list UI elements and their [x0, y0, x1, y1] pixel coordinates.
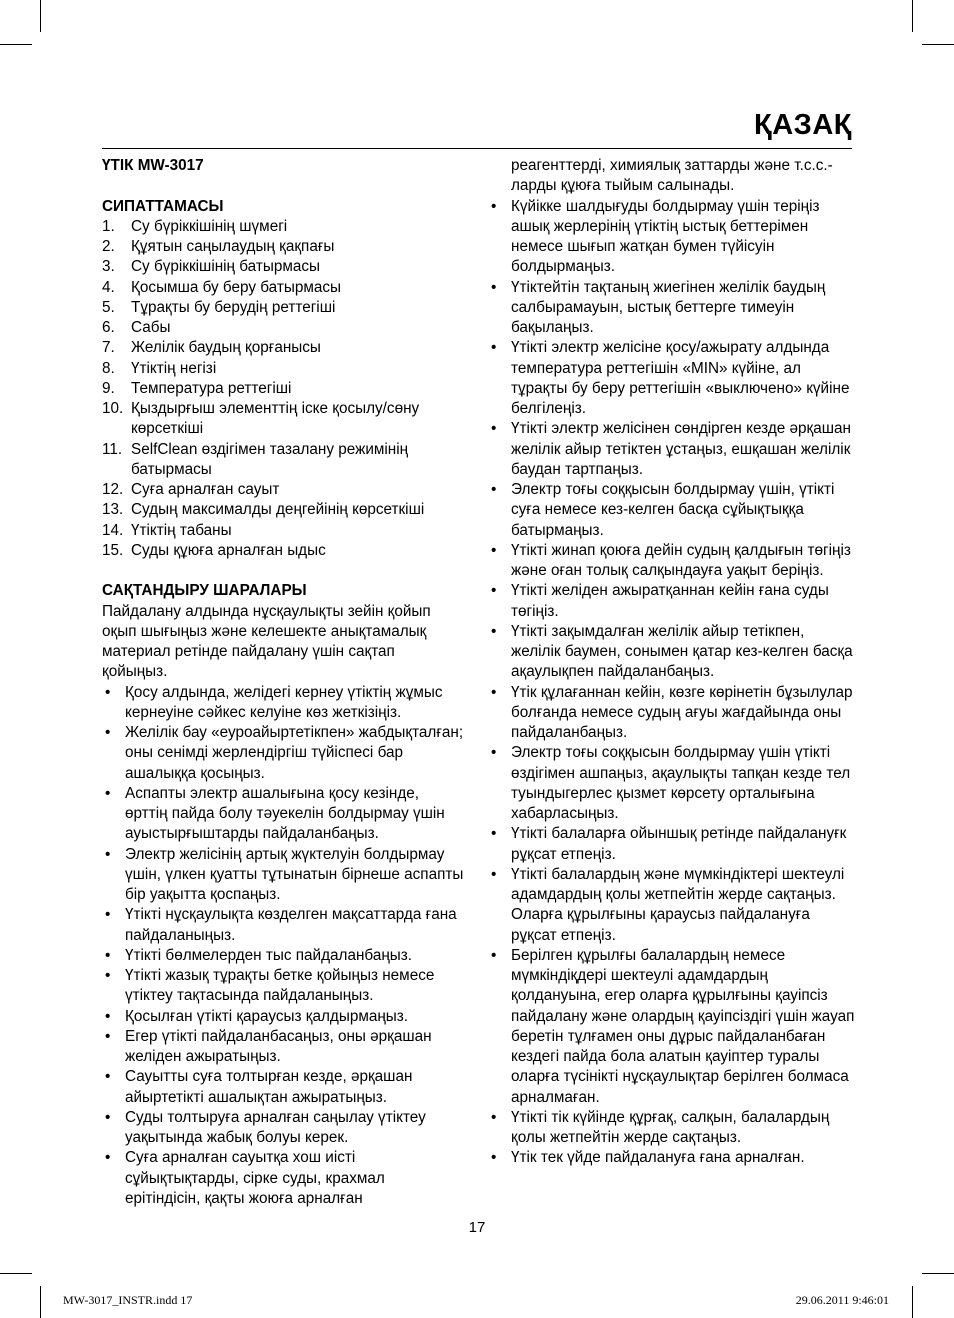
safety-list-left	[102, 683, 464, 1210]
description-heading: СИПАТТАМАСЫ	[102, 197, 224, 215]
language-title: ҚАЗАҚ	[754, 109, 852, 141]
bullet-icon: •	[105, 724, 111, 741]
safety-item	[488, 824, 856, 865]
safety-item-text: Үтікті балалардың және мүмкіндіктері шектеулі адамдардың қолы жетпейтін жерде сақтаңыз. Оларға құрылғыны қараусыз пайдалануға рұқсат етпеңіз.	[511, 865, 845, 944]
crop-mark	[0, 44, 32, 45]
bullet-icon: •	[491, 582, 497, 600]
item-text: Суға арналған сауыт	[131, 481, 280, 498]
crop-mark	[912, 0, 913, 32]
description-item	[102, 237, 464, 257]
safety-item-text: Үтік тек үйде пайдалануға ғана арналған.	[511, 1149, 805, 1167]
item-text: Сабы	[131, 319, 171, 336]
safety-item-text: Үтікті бөлмелерден тыс пайдаланбаңыз.	[125, 946, 413, 964]
bullet-icon: •	[491, 1108, 497, 1126]
bullet-icon: •	[105, 1068, 111, 1086]
item-text: Үтіктің табаны	[131, 521, 232, 539]
safety-item-text: Электр тоғы соққысын болдырмау үшін үтікті өздігімен ашпаңыз, ақаулықты тапқан кезде тел туындыгерлес қызмет көрсету орталығына хабарласыңыз.	[511, 744, 851, 822]
safety-item-text: Үтікті тік күйінде құрғақ, салқын, балалардың қолы жетпейтін жерде сақтаңыз.	[511, 1108, 830, 1146]
safety-item-text: Үтікті жазық тұрақты бетке қойыңыз немесе үтіктеу тақтасында пайдаланыңыз.	[125, 967, 435, 1005]
item-number: 15.	[102, 541, 124, 559]
safety-item	[102, 1108, 464, 1149]
safety-item	[488, 480, 856, 541]
header-rule	[102, 148, 852, 149]
page-number: 17	[468, 1219, 486, 1236]
safety-item	[488, 278, 856, 339]
safety-item	[102, 905, 464, 946]
bullet-icon: •	[491, 825, 497, 843]
bullet-icon: •	[491, 744, 497, 762]
safety-item-text: Суға арналған сауытқа хош иісті сұйықтықтарды, сірке суды, крахмал ерітіндісін, қақты жоюға арналған	[125, 1149, 385, 1207]
bullet-icon: •	[105, 946, 111, 964]
item-text: Тұрақты бу берудің реттегіші	[131, 298, 336, 316]
safety-item	[102, 683, 464, 724]
safety-list-right	[488, 197, 856, 1169]
bullet-icon: •	[105, 967, 111, 984]
safety-item	[488, 865, 856, 946]
safety-item	[488, 1108, 856, 1149]
bullet-icon: •	[491, 420, 497, 438]
bullet-icon: •	[491, 339, 497, 357]
bullet-icon: •	[491, 622, 497, 640]
bullet-icon: •	[105, 683, 111, 701]
description-item	[102, 217, 464, 237]
product-title: ҮТІК MW-3017	[102, 157, 204, 174]
description-item	[102, 298, 464, 318]
safety-heading: САҚТАНДЫРУ ШАРАЛАРЫ	[102, 582, 307, 600]
safety-item-text: Қосу алдында, желідегі кернеу үтіктің жұмыс кернеуіне сәйкес келуіне көз жеткізіңіз.	[125, 683, 443, 721]
safety-item	[102, 845, 464, 906]
description-item	[102, 521, 464, 541]
item-text: Суды құюға арналған ыдыс	[131, 541, 326, 559]
item-number: 3.	[102, 258, 115, 276]
crop-mark	[912, 1286, 913, 1318]
footer-timestamp: 29.06.2011 9:46:01	[795, 1293, 889, 1307]
safety-item	[102, 966, 464, 1007]
safety-item	[102, 1067, 464, 1108]
description-item	[102, 257, 464, 277]
description-item	[102, 440, 464, 481]
safety-item	[488, 1148, 856, 1168]
safety-item-text: Желілік бау «еуроайыртетікпен» жабдықталған; оны сенімді жерлендіргіш түйіспесі бар ашалыққа қосыңыз.	[125, 724, 464, 782]
description-item	[102, 500, 464, 520]
safety-item	[488, 946, 856, 1108]
safety-item	[102, 1007, 464, 1027]
item-number: 1.	[102, 217, 115, 235]
item-text: Құятын саңылаудың қақпағы	[131, 238, 335, 255]
crop-mark	[0, 1273, 32, 1274]
item-number: 4.	[102, 278, 115, 296]
description-list	[102, 217, 464, 561]
safety-item-text: Берілген құрылғы балалардың немесе мүмкіндіқдері шектеулі адамдардың қолдануына, егер оларға құрылғыны қауіпсіз пайдалану және олардың қауіпсіздігі үшін жауап беретін тұлғамен оны дұрыс пайдаланбаған кездегі пайда бола алатын қауіптер туралы оларға түсінікті нұсқаулықтар берілген болмаса арналмаған.	[511, 946, 855, 1106]
safety-item-text: Үтік құлағаннан кейін, көзге көрінетін бұзылулар болғанда немесе судың ағуы жағдайында оны пайдаланбаңыз.	[511, 683, 853, 741]
description-item	[102, 278, 464, 298]
item-number: 10.	[102, 400, 124, 417]
safety-item	[102, 723, 464, 784]
description-item	[102, 379, 464, 399]
safety-item-text: Үтікті нұсқаулықта көзделген мақсаттарда ғана пайдаланыңыз.	[125, 906, 457, 944]
bullet-icon: •	[105, 1149, 111, 1167]
description-item	[102, 359, 464, 379]
safety-continuation: реагенттерді, химиялық заттарды және т.с.с.-ларды құюға тыйым салынады.	[511, 157, 833, 195]
safety-item	[102, 946, 464, 966]
safety-intro: Пайдалану алдында нұсқаулықты зейін қойып оқып шығыңыз және келешекте анықтамалық материал ретінде пайдалану үшін сақтап қойыңыз.	[102, 602, 431, 681]
safety-item	[488, 197, 856, 278]
description-item	[102, 480, 464, 500]
item-text: Судың максималды деңгейінің көрсеткіші	[131, 501, 425, 519]
bullet-icon: •	[105, 784, 111, 802]
safety-item	[102, 1027, 464, 1068]
bullet-icon: •	[491, 1149, 497, 1167]
safety-item-text: Суды толтыруға арналған саңылау үтіктеу уақытында жабық болуы керек.	[125, 1108, 426, 1146]
safety-item-text: Үтіктейтін тақтаның жиегінен желілік баудың салбырамауын, ыстық беттерге тимеуін бақылаңыз.	[511, 278, 826, 336]
safety-item	[488, 683, 856, 744]
safety-item-text: Электр желісінің артық жүктелуін болдырмау үшін, үлкен қуатты тұтынатын бірнеше аспапты бір уақытта қоспаңыз.	[125, 845, 464, 903]
safety-item-text: Күйікке шалдығуды болдырмау үшін теріңіз ашық жерлерінің үтіктің ыстық беттерімен немесе шығып жатқан бумен түйісуін болдырмаңыз.	[511, 197, 820, 276]
right-column	[488, 156, 856, 1169]
description-item	[102, 338, 464, 358]
bullet-icon: •	[491, 278, 497, 296]
item-number: 8.	[102, 359, 115, 377]
bullet-icon: •	[491, 197, 497, 215]
safety-item-text: Электр тоғы соққысын болдырмау үшін, үтікті суға немесе кез-келген басқа сұйықтыққа батырмаңыз.	[511, 481, 835, 539]
safety-item-text: Үтікті электр желісіне қосу/ажырату алдында температура реттегішін «MIN» күйіне, ал тұрақты бу беру реттегішін «выключено» күйіне белгілеңіз.	[511, 339, 850, 417]
safety-item-text: Сауытты суға толтырған кезде, әрқашан айыртетікті ашалықтан ажыратыңыз.	[125, 1068, 413, 1106]
bullet-icon: •	[105, 906, 111, 924]
item-number: 6.	[102, 319, 115, 336]
safety-item	[488, 419, 856, 480]
item-text: Су бүріккішінің батырмасы	[131, 258, 321, 276]
bullet-icon: •	[105, 1108, 111, 1126]
item-text: Қосымша бу беру батырмасы	[131, 278, 342, 296]
safety-item-text: Үтікті жинап қоюға дейін судың қалдығын төгіңіз және оған толық салқындауға уақыт беріңіз.	[511, 541, 851, 579]
item-number: 12.	[102, 481, 124, 498]
safety-item	[488, 581, 856, 622]
crop-mark	[40, 0, 41, 32]
description-item	[102, 541, 464, 561]
item-number: 11.	[102, 440, 123, 458]
safety-item-text: Үтікті электр желісінен сөндірген кезде әрқашан желілік айыр тетіктен ұстаңыз, ешқашан желілік баудан тартпаңыз.	[511, 420, 851, 478]
item-text: Желілік баудың қорғанысы	[131, 339, 321, 357]
bullet-icon: •	[105, 1007, 111, 1025]
item-number: 9.	[102, 379, 115, 397]
safety-item-text: Үтікті балаларға ойыншық ретінде пайдалануғк рұқсат етпеңіз.	[511, 825, 847, 863]
item-number: 14.	[102, 521, 124, 539]
item-number: 7.	[102, 339, 115, 357]
bullet-icon: •	[491, 541, 497, 559]
item-number: 2.	[102, 238, 115, 255]
safety-item	[488, 541, 856, 582]
safety-item	[488, 622, 856, 683]
safety-item	[488, 743, 856, 824]
bullet-icon: •	[105, 845, 111, 863]
crop-mark	[922, 1273, 954, 1274]
safety-item-text: Үтікті зақымдалған желілік айыр тетікпен, желілік баумен, сонымен қатар кез-келген басқа ақаулықпен пайдаланбаңыз.	[511, 622, 853, 681]
bullet-icon: •	[491, 481, 497, 498]
footer-file-info: MW-3017_INSTR.indd 17	[63, 1293, 193, 1307]
safety-item-text: Аспапты электр ашалығына қосу кезінде, өрттің пайда болу тәуекелін болдырмау үшін ауыстырғыштарды пайдаланбаңыз.	[125, 784, 445, 843]
bullet-icon: •	[491, 865, 497, 883]
crop-mark	[40, 1286, 41, 1318]
item-text: Су бүріккішінің шүмегі	[131, 217, 288, 235]
crop-mark	[922, 44, 954, 45]
safety-item-text: Қосылған үтікті қараусыз қалдырмаңыз.	[125, 1007, 409, 1025]
safety-item	[102, 784, 464, 845]
safety-item-text: Үтікті желіден ажыратқаннан кейін ғана суды төгіңіз.	[511, 582, 829, 620]
item-text: Үтіктің негізі	[131, 359, 217, 377]
item-number: 5.	[102, 298, 115, 316]
bullet-icon: •	[491, 683, 497, 701]
left-column	[102, 156, 464, 1209]
safety-item-text: Егер үтікті пайдаланбасаңыз, оны әрқашан желіден ажыратыңыз.	[125, 1027, 432, 1065]
description-item	[102, 399, 464, 440]
item-text: Температура реттегіші	[131, 379, 292, 397]
item-text: SelfClean өздігімен тазалану режимінің батырмасы	[131, 440, 409, 478]
bullet-icon: •	[105, 1027, 111, 1045]
item-number: 13.	[102, 501, 124, 519]
safety-item	[102, 1148, 464, 1209]
description-item	[102, 318, 464, 338]
safety-item	[488, 338, 856, 419]
item-text: Қыздырғыш элементтің іске қосылу/сөну көрсеткіші	[131, 400, 420, 438]
bullet-icon: •	[491, 946, 497, 964]
